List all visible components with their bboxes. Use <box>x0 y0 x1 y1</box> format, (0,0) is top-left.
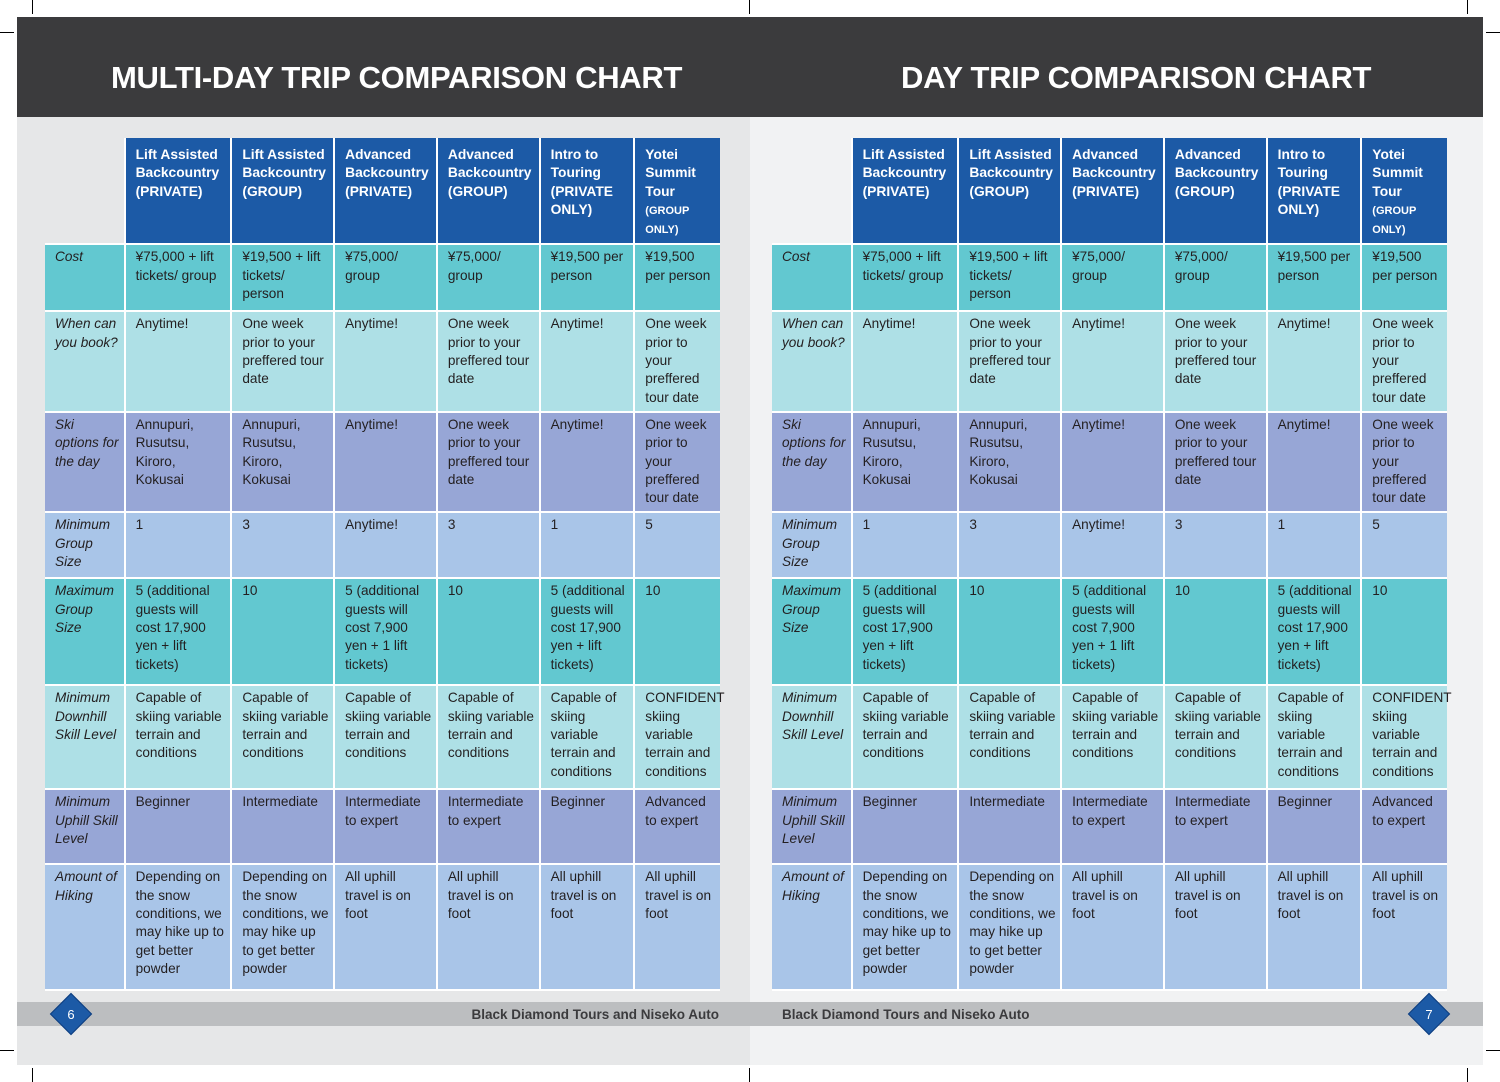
crop-mark <box>749 0 750 14</box>
row-label: Cost <box>45 244 125 311</box>
table-cell: Anytime! <box>334 311 437 411</box>
column-header-label: Lift Assisted Backcountry (GROUP) <box>242 147 326 199</box>
column-header <box>231 138 334 244</box>
table-cell: 5 (additional guests will cost 17,900 yen + lift tickets) <box>1267 578 1362 685</box>
table-row <box>45 789 720 864</box>
table-row <box>772 685 1447 789</box>
table-cell: Anytime! <box>334 512 437 578</box>
table-row <box>772 244 1447 311</box>
table-cell: Capable of skiing variable terrain and conditions <box>231 685 334 789</box>
table-cell: Anytime! <box>1267 311 1362 411</box>
table-cell: Capable of skiing variable terrain and conditions <box>1267 685 1362 789</box>
row-label: Minimum Uphill Skill Level <box>45 789 125 864</box>
table-row <box>45 244 720 311</box>
table-cell: Depending on the snow conditions, we may hike up to get better powder <box>125 864 232 990</box>
table-cell: Capable of skiing variable terrain and conditions <box>958 685 1061 789</box>
crop-mark <box>1467 0 1468 14</box>
table-cell: Depending on the snow conditions, we may hike up to get better powder <box>852 864 959 990</box>
table-row <box>772 578 1447 685</box>
table-cell: One week prior to your preffered tour date <box>1164 311 1267 411</box>
table-header-row <box>45 138 720 244</box>
column-header-label: Yotei Summit Tour <box>645 147 696 199</box>
table-cell: ¥75,000/ group <box>334 244 437 311</box>
row-label: Cost <box>772 244 852 311</box>
table-cell: All uphill travel is on foot <box>1267 864 1362 990</box>
column-header <box>437 138 540 244</box>
comparison-table <box>772 138 1452 991</box>
footer-bar <box>17 1002 750 1026</box>
table-cell: 5 (additional guests will cost 17,900 yen + lift tickets) <box>540 578 635 685</box>
table-cell: Beginner <box>852 789 959 864</box>
table-cell: ¥75,000 + lift tickets/ group <box>852 244 959 311</box>
table-cell: 1 <box>1267 512 1362 578</box>
table-cell: Intermediate to expert <box>437 789 540 864</box>
column-header-label: Lift Assisted Backcountry (PRIVATE) <box>862 147 947 199</box>
table-cell: One week prior to your preffered tour date <box>231 311 334 411</box>
crop-mark <box>0 1050 14 1051</box>
table-row <box>772 311 1447 411</box>
table-cell: 3 <box>958 512 1061 578</box>
table-cell: One week prior to your preffered tour date <box>437 311 540 411</box>
table-cell: All uphill travel is on foot <box>334 864 437 990</box>
row-label: Amount of Hiking <box>772 864 852 990</box>
table-cell: One week prior to your preffered tour date <box>1361 311 1447 411</box>
crop-mark <box>32 1068 33 1082</box>
table-cell: Anytime! <box>852 311 959 411</box>
table-cell: ¥19,500 + lift tickets/ person <box>958 244 1061 311</box>
left-page <box>17 17 750 1065</box>
table-row <box>45 512 720 578</box>
right-page <box>750 17 1483 1065</box>
table-row <box>45 864 720 990</box>
table-cell: 5 (additional guests will cost 7,900 yen + 1 lift tickets) <box>334 578 437 685</box>
table-row <box>772 789 1447 864</box>
column-header-label: Advanced Backcountry (GROUP) <box>1174 147 1259 199</box>
table-cell: 3 <box>231 512 334 578</box>
table-cell: Capable of skiing variable terrain and conditions <box>540 685 635 789</box>
row-label: Minimum Group Size <box>45 512 125 578</box>
column-header-label: Lift Assisted Backcountry (PRIVATE) <box>135 147 220 199</box>
table-cell: Depending on the snow conditions, we may hike up to get better powder <box>231 864 334 990</box>
page-title: DAY TRIP COMPARISON CHART <box>750 17 1483 117</box>
table-cell: 3 <box>1164 512 1267 578</box>
row-label: When can you book? <box>772 311 852 411</box>
table-cell: Annupuri, Rusutsu, Kiroro, Kokusai <box>852 412 959 512</box>
table-cell: CONFIDENT skiing variable terrain and conditions <box>1361 685 1447 789</box>
column-header <box>1267 138 1362 244</box>
table-header-row <box>772 138 1447 244</box>
table-cell: Capable of skiing variable terrain and conditions <box>125 685 232 789</box>
crop-mark <box>1486 32 1500 33</box>
table-cell: 5 <box>1361 512 1447 578</box>
table-cell: Intermediate to expert <box>1164 789 1267 864</box>
table-cell: CONFIDENT skiing variable terrain and conditions <box>634 685 720 789</box>
row-label: Maximum Group Size <box>772 578 852 685</box>
table-row <box>772 512 1447 578</box>
table-cell: Intermediate <box>958 789 1061 864</box>
column-header-note: (GROUP ONLY) <box>1372 204 1417 237</box>
table-cell: All uphill travel is on foot <box>540 864 635 990</box>
row-label: Minimum Group Size <box>772 512 852 578</box>
table-cell: ¥75,000/ group <box>1061 244 1164 311</box>
row-label: Minimum Uphill Skill Level <box>772 789 852 864</box>
table-cell: All uphill travel is on foot <box>437 864 540 990</box>
table-cell: All uphill travel is on foot <box>1361 864 1447 990</box>
table-cell: Capable of skiing variable terrain and conditions <box>437 685 540 789</box>
footer-text: Black Diamond Tours and Niseko Auto <box>471 1006 719 1022</box>
column-header-label: Intro to Touring (PRIVATE ONLY) <box>550 147 613 217</box>
table-cell: Beginner <box>1267 789 1362 864</box>
table-cell: ¥75,000/ group <box>437 244 540 311</box>
table-cell: One week prior to your preffered tour date <box>634 311 720 411</box>
table-cell: Intermediate <box>231 789 334 864</box>
column-header <box>1164 138 1267 244</box>
table-cell: Anytime! <box>334 412 437 512</box>
table-cell: 1 <box>540 512 635 578</box>
crop-mark <box>1467 1068 1468 1082</box>
table-cell: 1 <box>852 512 959 578</box>
table-cell: One week prior to your preffered tour date <box>437 412 540 512</box>
crop-mark <box>749 1068 750 1082</box>
page-number-badge <box>1408 993 1450 1035</box>
table-row <box>45 685 720 789</box>
footer-text: Black Diamond Tours and Niseko Auto <box>782 1006 1030 1022</box>
table-cell: Capable of skiing variable terrain and conditions <box>334 685 437 789</box>
table-cell: Anytime! <box>540 412 635 512</box>
row-label: Minimum Downhill Skill Level <box>772 685 852 789</box>
table-cell: Annupuri, Rusutsu, Kiroro, Kokusai <box>231 412 334 512</box>
table-cell: 5 (additional guests will cost 17,900 yen + lift tickets) <box>125 578 232 685</box>
table-cell: Advanced to expert <box>1361 789 1447 864</box>
table-cell: Beginner <box>125 789 232 864</box>
table-cell: ¥19,500 per person <box>634 244 720 311</box>
table-row <box>45 412 720 512</box>
crop-mark <box>0 32 14 33</box>
table-cell: ¥75,000 + lift tickets/ group <box>125 244 232 311</box>
table-cell: Capable of skiing variable terrain and conditions <box>1164 685 1267 789</box>
table-cell: ¥19,500 + lift tickets/ person <box>231 244 334 311</box>
row-label: When can you book? <box>45 311 125 411</box>
row-label: Maximum Group Size <box>45 578 125 685</box>
table-cell: 5 <box>634 512 720 578</box>
table-cell: ¥75,000/ group <box>1164 244 1267 311</box>
row-label: Amount of Hiking <box>45 864 125 990</box>
row-label: Ski options for the day <box>772 412 852 512</box>
table-cell: All uphill travel is on foot <box>1061 864 1164 990</box>
table-cell: One week prior to your preffered tour date <box>1164 412 1267 512</box>
table-cell: All uphill travel is on foot <box>1164 864 1267 990</box>
table-cell: Depending on the snow conditions, we may hike up to get better powder <box>958 864 1061 990</box>
table-cell: Capable of skiing variable terrain and conditions <box>1061 685 1164 789</box>
table-cell: 10 <box>437 578 540 685</box>
table-cell: One week prior to your preffered tour date <box>634 412 720 512</box>
table-cell: Anytime! <box>1267 412 1362 512</box>
table-cell: 10 <box>1361 578 1447 685</box>
table-cell: ¥19,500 per person <box>540 244 635 311</box>
table-cell: Anytime! <box>1061 512 1164 578</box>
column-header-label: Advanced Backcountry (GROUP) <box>447 147 532 199</box>
table-cell: Annupuri, Rusutsu, Kiroro, Kokusai <box>958 412 1061 512</box>
column-header-label: Advanced Backcountry (PRIVATE) <box>345 147 429 199</box>
table-cell: Advanced to expert <box>634 789 720 864</box>
row-label: Ski options for the day <box>45 412 125 512</box>
table-cell: Intermediate to expert <box>1061 789 1164 864</box>
column-header-label: Yotei Summit Tour <box>1372 147 1423 199</box>
table-corner <box>772 138 852 244</box>
table-cell: 10 <box>231 578 334 685</box>
table-cell: 5 (additional guests will cost 17,900 yen + lift tickets) <box>852 578 959 685</box>
column-header <box>540 138 635 244</box>
crop-mark <box>1486 1050 1500 1051</box>
table-cell: 10 <box>634 578 720 685</box>
table-row <box>45 311 720 411</box>
row-label: Minimum Downhill Skill Level <box>45 685 125 789</box>
table-cell: Anytime! <box>1061 311 1164 411</box>
table-row <box>45 578 720 685</box>
footer-bar <box>750 1002 1483 1026</box>
table-cell: ¥19,500 per person <box>1267 244 1362 311</box>
table-cell: Annupuri, Rusutsu, Kiroro, Kokusai <box>125 412 232 512</box>
table-cell: 3 <box>437 512 540 578</box>
table-cell: 5 (additional guests will cost 7,900 yen + 1 lift tickets) <box>1061 578 1164 685</box>
column-header <box>634 138 720 244</box>
table-row <box>772 864 1447 990</box>
table-cell: Anytime! <box>125 311 232 411</box>
table-cell: One week prior to your preffered tour date <box>1361 412 1447 512</box>
crop-mark <box>32 0 33 14</box>
column-header <box>958 138 1061 244</box>
comparison-table <box>45 138 725 991</box>
table-cell: One week prior to your preffered tour date <box>958 311 1061 411</box>
page-number: 6 <box>67 1006 75 1022</box>
table-cell: Anytime! <box>540 311 635 411</box>
page-number-badge <box>50 993 92 1035</box>
table-cell: Intermediate to expert <box>334 789 437 864</box>
column-header-label: Advanced Backcountry (PRIVATE) <box>1072 147 1156 199</box>
table-cell: All uphill travel is on foot <box>634 864 720 990</box>
page-title: MULTI-DAY TRIP COMPARISON CHART <box>17 17 750 117</box>
column-header-label: Lift Assisted Backcountry (GROUP) <box>969 147 1053 199</box>
column-header <box>334 138 437 244</box>
table-corner <box>45 138 125 244</box>
column-header <box>852 138 959 244</box>
column-header <box>125 138 232 244</box>
table-cell: 1 <box>125 512 232 578</box>
table-cell: 10 <box>958 578 1061 685</box>
table-cell: Anytime! <box>1061 412 1164 512</box>
column-header-label: Intro to Touring (PRIVATE ONLY) <box>1277 147 1340 217</box>
table-cell: 10 <box>1164 578 1267 685</box>
table-cell: Capable of skiing variable terrain and conditions <box>852 685 959 789</box>
table-row <box>772 412 1447 512</box>
page-number: 7 <box>1425 1006 1433 1022</box>
column-header <box>1361 138 1447 244</box>
table-cell: Beginner <box>540 789 635 864</box>
table-cell: ¥19,500 per person <box>1361 244 1447 311</box>
column-header-note: (GROUP ONLY) <box>645 204 690 237</box>
column-header <box>1061 138 1164 244</box>
